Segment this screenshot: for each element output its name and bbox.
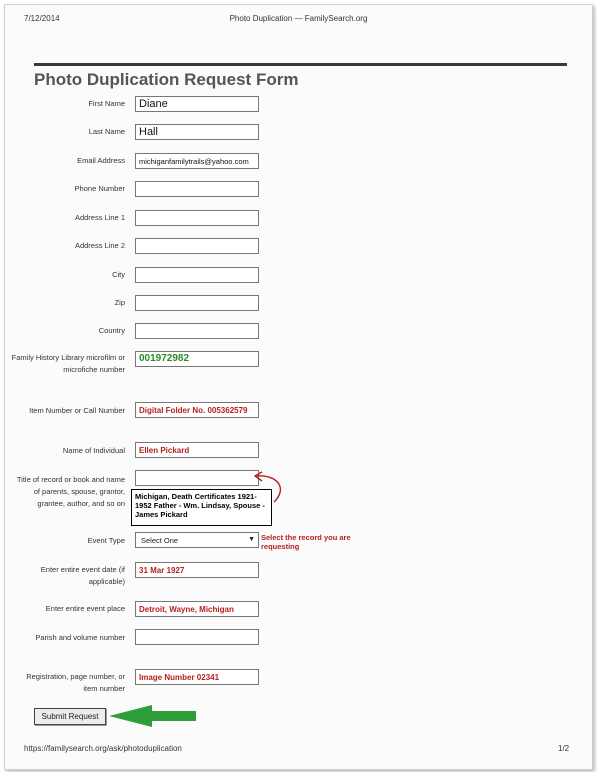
event-date-input[interactable]: 31 Mar 1927 xyxy=(135,562,259,578)
address-line-1-label: Address Line 1 xyxy=(74,213,125,222)
email-label: Email Address xyxy=(77,156,125,165)
print-page-number: 1/2 xyxy=(558,744,570,753)
address-line-2-label: Address Line 2 xyxy=(74,241,125,250)
last-name-input[interactable]: Hall xyxy=(135,124,259,140)
email-input[interactable]: michiganfamilytrails@yahoo.com xyxy=(135,153,259,169)
print-page-title: Photo Duplication — FamilySearch.org xyxy=(229,14,368,23)
parish-label: Parish and volume number xyxy=(35,633,125,642)
dropdown-arrow-icon: ▼ xyxy=(248,536,255,543)
item-number-input[interactable]: Digital Folder No. 005362579 xyxy=(135,402,259,418)
zip-label: Zip xyxy=(114,298,125,307)
registration-label: Registration, page number, or item number xyxy=(26,672,125,693)
event-place-input[interactable]: Detroit, Wayne, Michigan xyxy=(135,601,259,617)
event-type-selected: Select One xyxy=(141,536,179,545)
first-name-label: First Name xyxy=(88,99,125,108)
country-label: Country xyxy=(98,326,125,335)
record-title-annotation: Michigan, Death Certificates 1921-1952 Father - Wm. Lindsay, Spouse - James Pickard xyxy=(131,489,272,526)
green-arrow-icon xyxy=(109,705,196,727)
phone-label: Phone Number xyxy=(74,184,125,193)
last-name-label: Last Name xyxy=(88,127,125,136)
city-label: City xyxy=(112,270,125,279)
item-number-label: Item Number or Call Number xyxy=(29,406,125,415)
record-title-label: Title of record or book and name of parents, spouse, grantor, grantee, author, and so on xyxy=(16,475,125,508)
registration-input[interactable]: Image Number 02341 xyxy=(135,669,259,685)
microfilm-input[interactable]: 001972982 xyxy=(135,351,259,367)
event-type-label: Event Type xyxy=(87,536,125,545)
print-date: 7/12/2014 xyxy=(24,14,60,23)
individual-name-label: Name of Individual xyxy=(62,446,125,455)
first-name-input[interactable]: Diane xyxy=(135,96,259,112)
individual-name-input[interactable]: Ellen Pickard xyxy=(135,442,259,458)
red-curved-arrow-icon xyxy=(255,476,280,502)
form-title: Photo Duplication Request Form xyxy=(34,70,299,89)
event-type-annotation: Select the record you are requesting xyxy=(261,533,351,551)
microfilm-label: Family History Library microfilm or microfiche number xyxy=(11,353,125,374)
event-date-label: Enter entire event date (if applicable) xyxy=(40,565,125,586)
print-footer-url: https://familysearch.org/ask/photoduplication xyxy=(24,744,182,753)
event-place-label: Enter entire event place xyxy=(45,604,125,613)
submit-request-button[interactable]: Submit Request xyxy=(34,708,106,725)
